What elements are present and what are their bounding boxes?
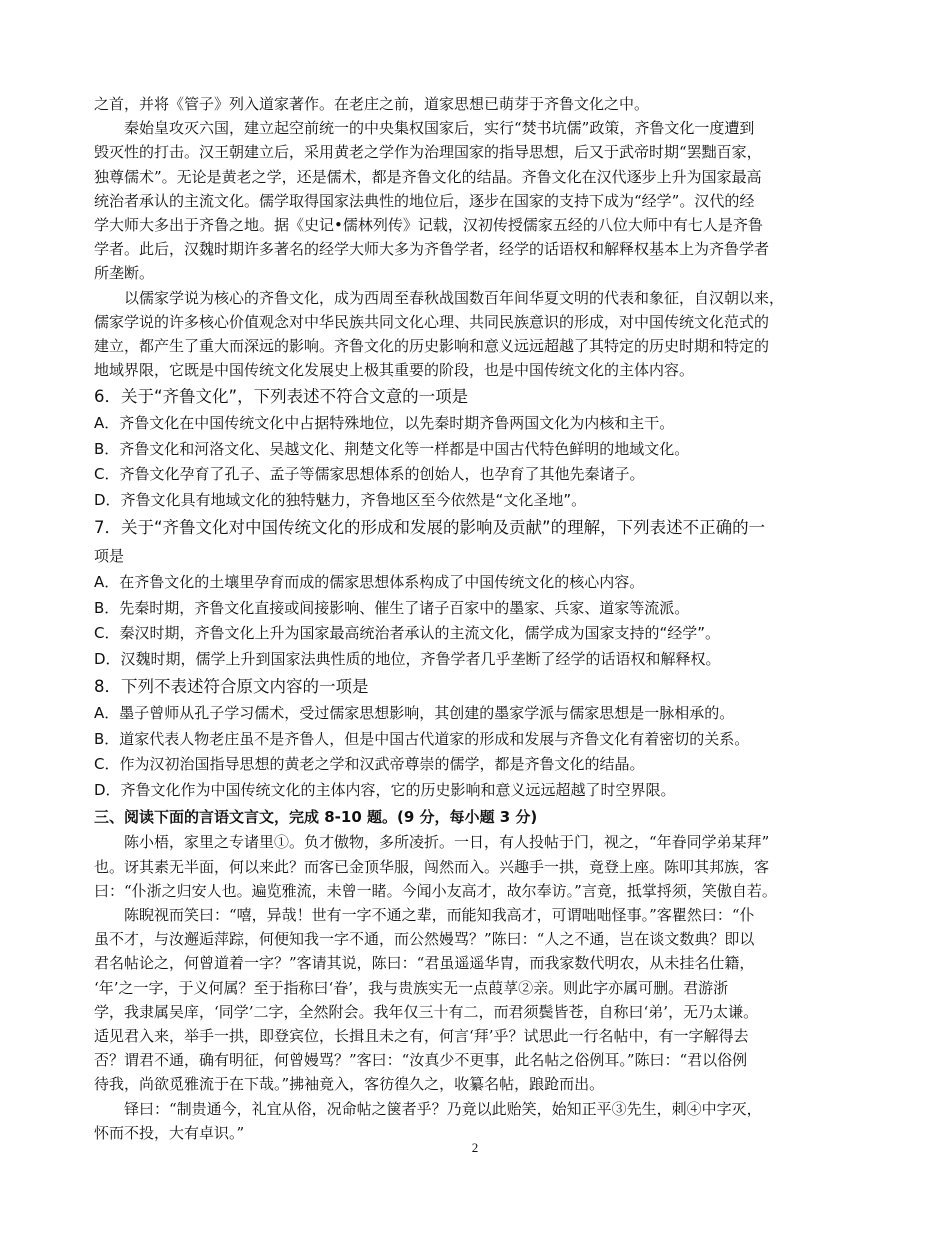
passage-line: 学者。此后，汉魏时期许多著名的经学大师大多为齐鲁学者，经学的话语权和解释权基本上为齐鲁学者 bbox=[94, 240, 770, 259]
question-7 bbox=[94, 513, 858, 672]
passage-line: 以儒家学说为核心的齐鲁文化，成为西周至春秋战国数百年间华夏文明的代表和象征，自汉朝以来， bbox=[124, 288, 785, 307]
option-c: C．秦汉时期，齐鲁文化上升为国家最高统治者承认的主流文化，儒学成为国家支持的“经学”。 bbox=[94, 624, 721, 643]
classical-text-line: 适见君入来，举手一拱，即登宾位，长揖且未之有，何言‘拜’乎？试思此一行名帖中，有一字解得去 bbox=[94, 1027, 749, 1046]
option-d: D．齐鲁文化具有地域文化的独特魅力，齐鲁地区至今依然是“文化圣地”。 bbox=[94, 490, 587, 509]
question-stem-continued: 项是 bbox=[94, 547, 125, 566]
option-a: A．齐鲁文化在中国传统文化中占据特殊地位，以先秦时期齐鲁两国文化为内核和主干。 bbox=[94, 414, 675, 433]
classical-text-line: 否？谓君不通，确有明征，何曾嫚骂？”客曰：“汝真少不更事，此名帖之俗例耳。”陈曰：“君以俗例 bbox=[94, 1051, 748, 1070]
option-b: B．齐鲁文化和河洛文化、吴越文化、荆楚文化等一样都是中国古代特色鲜明的地域文化。 bbox=[94, 439, 690, 458]
passage-line: 地域界限，它既是中国传统文化发展史上极其重要的阶段，也是中国传统文化的主体内容。 bbox=[94, 361, 695, 380]
option-a: A．墨子曾师从孔子学习儒术，受过儒家思想影响，其创建的墨家学派与儒家思想是一脉相承的。 bbox=[94, 704, 735, 723]
classical-text-line: 铎曰：“制贵通今，礼宜从俗，况命帖之箧者乎？乃竟以此贻笑，始知正平③先生，刺④中字灭， bbox=[124, 1099, 762, 1118]
classical-text-line: 曰：“仆浙之归安人也。遍览雅流，未曾一睹。今闻小友高才，故尔奉访。”言竟，抵掌捋须，笑傲自若。 bbox=[94, 881, 777, 900]
passage-line: 儒家学说的许多核心价值观念对中华民族共同文化心理、共同民族意识的形成，对中国传统文化范式的 bbox=[94, 312, 770, 331]
passage-line: 之首，并将《管子》列入道家著作。在老庄之前，道家思想已萌芽于齐鲁文化之中。 bbox=[94, 95, 650, 113]
classical-text-line: 陈睨视而笑曰：“嘻，异哉！世有一字不通之辈，而能知我高才，可谓咄咄怪事。”客瞿然曰：“仆 bbox=[124, 906, 755, 925]
option-c: C．作为汉初治国指导思想的黄老之学和汉武帝尊崇的儒学，都是齐鲁文化的结晶。 bbox=[94, 755, 645, 774]
question-stem: 6．关于“齐鲁文化”，下列表述不符合文意的一项是 bbox=[94, 387, 469, 407]
option-a: A．在齐鲁文化的土壤里孕育而成的儒家思想体系构成了中国传统文化的核心内容。 bbox=[94, 573, 645, 592]
option-c: C．齐鲁文化孕育了孔子、孟子等儒家思想体系的创始人，也孕育了其他先秦诸子。 bbox=[94, 465, 645, 484]
classical-text-line: 陈小梧，家里之专诸里①。负才傲物，多所凌折。一日，有人投帖于门，视之，“年眷同学弟某拜” bbox=[124, 833, 770, 852]
passage-line: 统治者承认的主流文化。儒学取得国家法典性的地位后，逐步在国家的支持下成为“经学”。汉代的经 bbox=[94, 191, 755, 210]
section-3 bbox=[94, 805, 858, 1145]
page-number: 2 bbox=[471, 1140, 479, 1155]
section-heading: 三、阅读下面的言语文言文，完成 8-10 题。(9 分，每小题 3 分) bbox=[94, 808, 538, 827]
question-8 bbox=[94, 672, 858, 803]
passage-top bbox=[94, 92, 858, 382]
classical-text-line: ‘年’之一字，于义何属？至于指称曰‘眷’，我与贵族实无一点葭莩②亲。则此字亦属可删。君游浙 bbox=[94, 978, 729, 997]
passage-line: 秦始皇攻灭六国，建立起空前统一的中央集权国家后，实行“焚书坑儒”政策，齐鲁文化一度遭到 bbox=[124, 119, 755, 138]
passage-line: 建立，都产生了重大而深远的影响。齐鲁文化的历史影响和意义远远超越了其特定的历史时期和特定的 bbox=[94, 337, 770, 356]
passage-line: 独尊儒术”。无论是黄老之学，还是儒术，都是齐鲁文化的结晶。齐鲁文化在汉代逐步上升为国家最高 bbox=[94, 167, 762, 186]
classical-text-line: 虽不才，与汝邂逅萍踪，何便知我一字不通，而公然嫚骂？”陈曰：“人之不通，岂在谈文数典？即以 bbox=[94, 930, 755, 949]
classical-text-line: 也。讶其素无半面，何以来此？而客已金顶华服，闯然而入。兴趣手一拱，竟登上座。陈叩其邦族，客 bbox=[94, 857, 770, 876]
option-b: B．道家代表人物老庄虽不是齐鲁人，但是中国古代道家的形成和发展与齐鲁文化有着密切的关系。 bbox=[94, 729, 750, 748]
passage-line: 毁灭性的打击。汉王朝建立后，采用黄老之学作为治理国家的指导思想，后又于武帝时期“罢黜百家， bbox=[94, 143, 762, 162]
passage-line: 学大师大多出于齐鲁之地。据《史记•儒林列传》记载，汉初传授儒家五经的八位大师中有七人是齐鲁 bbox=[94, 216, 763, 235]
classical-text-line: 怀而不投，大有卓识。” bbox=[94, 1123, 245, 1142]
option-d: D．汉魏时期，儒学上升到国家法典性质的地位，齐鲁学者几乎垄断了经学的话语权和解释权。 bbox=[94, 649, 721, 668]
passage-line: 所垄断。 bbox=[94, 264, 155, 283]
question-6 bbox=[94, 382, 858, 513]
classical-text-line: 君名帖论之，何曾道着一字？”客请其说，陈曰：“君虽遥遥华胄，而我家数代明农，从未挂名仕籍， bbox=[94, 954, 755, 973]
classical-text-line: 学，我隶属吴庠，‘同学’二字，全然附会。我年仅三十有二，而君须鬓皆苍，自称曰‘弟’，无乃太谦。 bbox=[94, 1002, 759, 1021]
classical-text-line: 待我，尚欲觅雅流于在下哉。”拂袖竟入，客彷徨久之，收纂名帖，踉跄而出。 bbox=[94, 1075, 605, 1094]
question-stem: 7．关于“齐鲁文化对中国传统文化的形成和发展的影响及贡献”的理解，下列表述不正确的一 bbox=[94, 518, 766, 538]
question-stem: 8．下列不表述符合原文内容的一项是 bbox=[94, 677, 369, 697]
option-d: D．齐鲁文化作为中国传统文化的主体内容，它的历史影响和意义远远超越了时空界限。 bbox=[94, 780, 676, 799]
option-b: B．先秦时期，齐鲁文化直接或间接影响、催生了诸子百家中的墨家、兵家、道家等流派。 bbox=[94, 598, 690, 617]
